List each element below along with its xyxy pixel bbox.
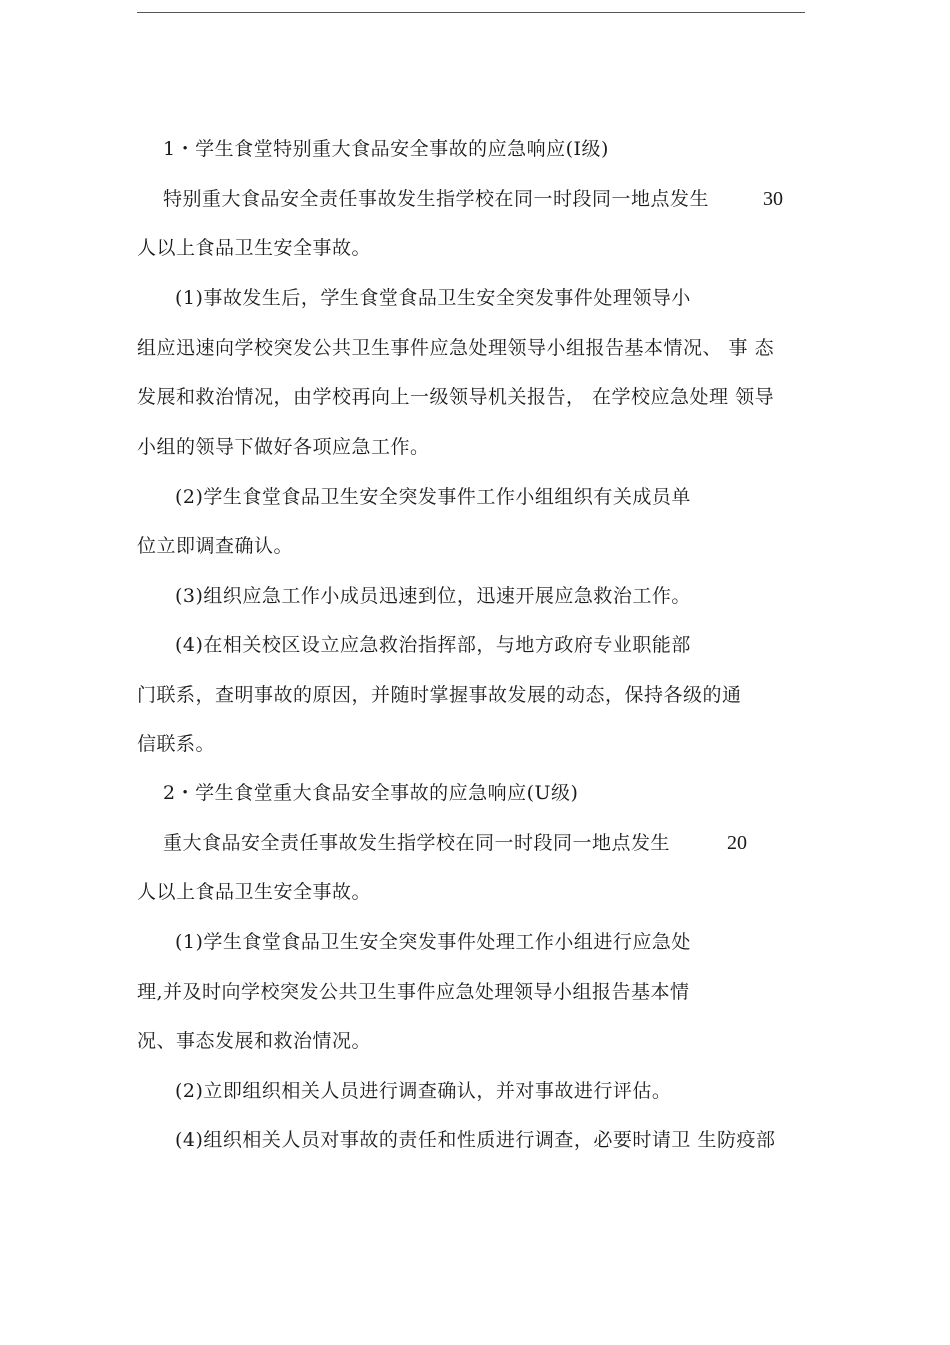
section-2-intro-number: 20 xyxy=(727,832,747,854)
section-1-item-1-line: 发展和救治情况，由学校再向上一级领导机关报告， 在学校应急处理 领导 xyxy=(137,386,775,408)
section-2-intro-line: 重大食品安全责任事故发生指学校在同一时段同一地点发生 xyxy=(163,832,671,854)
section-2-item-1-line: (1)学生食堂食品卫生安全突发事件处理工作小组进行应急处 xyxy=(175,931,691,953)
section-1-item-1-line: 小组的领导下做好各项应急工作。 xyxy=(137,436,430,458)
section-1-item-1-line: (1)事故发生后，学生食堂食品卫生安全突发事件处理领导小 xyxy=(175,287,691,309)
section-2-item-4-line: (4)组织相关人员对事故的责任和性质进行调查，必要时请卫 生防疫部 xyxy=(175,1129,776,1151)
section-1-heading: 1・学生食堂特别重大食品安全事故的应急响应(I级) xyxy=(163,138,609,160)
section-1-item-4-line: (4)在相关校区设立应急救治指挥部，与地方政府专业职能部 xyxy=(175,634,691,656)
section-2-intro-line: 人以上食品卫生安全事故。 xyxy=(137,881,372,903)
section-1-intro-number: 30 xyxy=(763,188,783,210)
header-rule xyxy=(137,12,805,13)
section-1-item-3-line: (3)组织应急工作小成员迅速到位，迅速开展应急救治工作。 xyxy=(175,585,691,607)
section-2-heading: 2・学生食堂重大食品安全事故的应急响应(U级) xyxy=(163,782,579,804)
section-2-item-1-line: 理,并及时向学校突发公共卫生事件应急处理领导小组报告基本情 xyxy=(137,981,690,1003)
section-2-item-1-line: 况、事态发展和救治情况。 xyxy=(137,1030,372,1052)
section-1-intro-line: 特别重大食品安全责任事故发生指学校在同一时段同一地点发生 xyxy=(163,188,710,210)
section-2-item-2-line: (2)立即组织相关人员进行调查确认，并对事故进行评估。 xyxy=(175,1080,672,1102)
section-1-item-2-line: (2)学生食堂食品卫生安全突发事件工作小组组织有关成员单 xyxy=(175,486,691,508)
section-1-item-1-line: 组应迅速向学校突发公共卫生事件应急处理领导小组报告基本情况、 事 态 xyxy=(137,337,775,359)
section-1-item-2-line: 位立即调查确认。 xyxy=(137,535,294,557)
section-1-item-4-line: 信联系。 xyxy=(137,733,216,755)
section-1-intro-line: 人以上食品卫生安全事故。 xyxy=(137,237,372,259)
section-1-item-4-line: 门联系，查明事故的原因，并随时掌握事故发展的动态，保持各级的通 xyxy=(137,684,742,706)
